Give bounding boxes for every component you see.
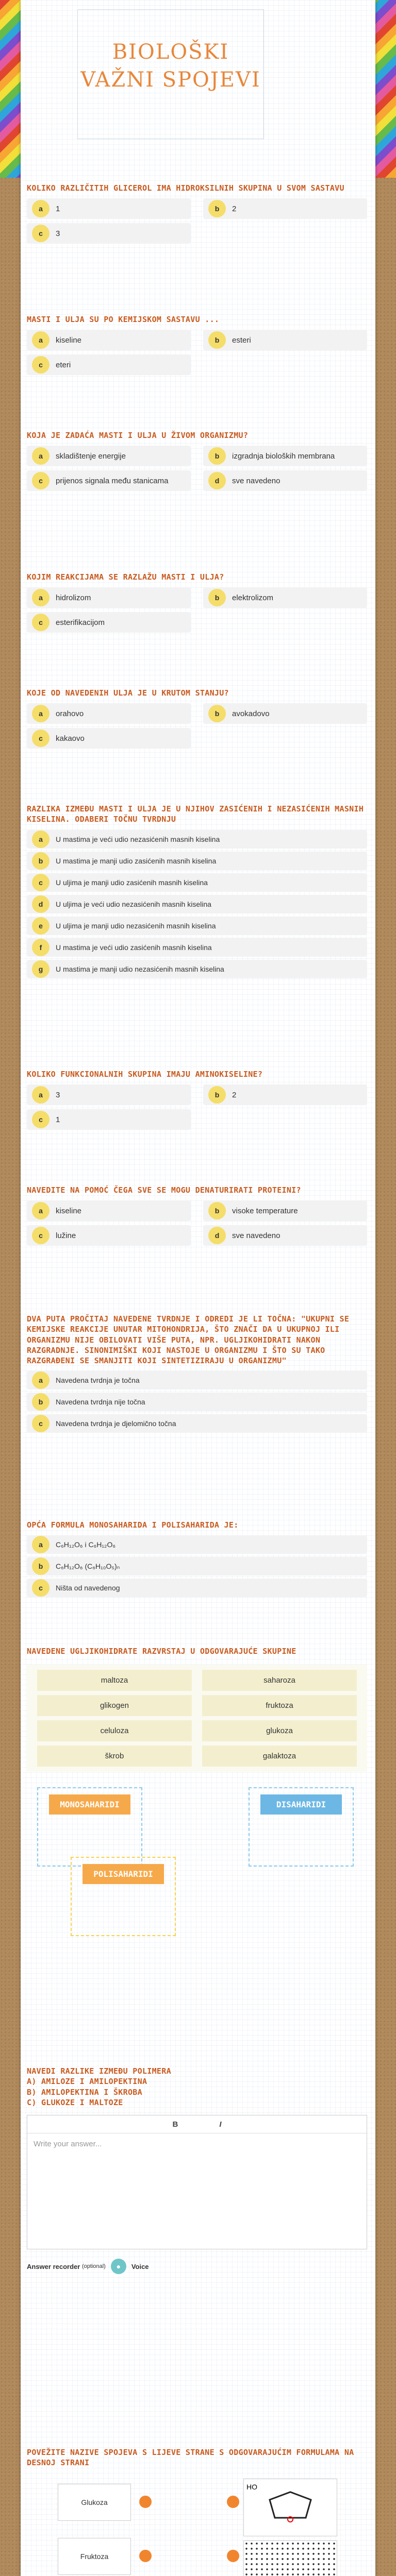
question-4: [27, 572, 367, 633]
option-b[interactable]: b Navedena tvrdnja nije točna: [27, 1393, 367, 1411]
question-9: [27, 1314, 367, 1433]
sort-chip[interactable]: fruktoza: [202, 1695, 357, 1716]
question-text: KOJE OD NAVEDENIH ULJA JE U KRUTOM STANJU?: [27, 688, 229, 698]
option-c[interactable]: c esterifikacijom: [27, 612, 191, 633]
match-connector[interactable]: [227, 2496, 239, 2508]
question-text: NAVEDITE NA POMOĆ ČEGA SVE SE MOGU DENATURIRATI PROTEINI?: [27, 1185, 301, 1195]
open-question: [27, 2066, 367, 2274]
question-text: OPĆA FORMULA MONOSAHARIDA I POLISAHARIDA JE:: [27, 1520, 239, 1530]
option-b[interactable]: b elektrolizom: [203, 587, 367, 608]
option-b[interactable]: b visoke temperature: [203, 1200, 367, 1221]
match-connector[interactable]: [139, 2550, 152, 2562]
question-1: [27, 183, 367, 244]
option-c[interactable]: c 1: [27, 1109, 191, 1130]
answer-recorder: Answer recorder (optional) ● Voice: [27, 2259, 367, 2274]
question-text: KOLIKO FUNKCIONALNIH SKUPINA IMAJU AMINOKISELINE?: [27, 1070, 263, 1079]
sort-items: [27, 1665, 367, 1772]
match-question: [27, 2447, 367, 2576]
question-3: [27, 430, 367, 491]
question-text: RAZLIKA IZMEĐU MASTI I ULJA JE U NJIHOV ZASIĆENIH I NEZASIĆENIH MASNIH KISELINA. ODABERI TOČNU TVRDNJU: [27, 804, 364, 824]
option-b[interactable]: b esteri: [203, 330, 367, 350]
option-f[interactable]: f U mastima je veći udio zasićenih masnih kiselina: [27, 938, 367, 957]
option-a[interactable]: a 1: [27, 198, 191, 219]
option-a[interactable]: a kiseline: [27, 1200, 191, 1221]
page-title: BIOLOŠKI VAŽNI SPOJEVI: [80, 40, 261, 92]
option-a[interactable]: a C₆H₁₂O₆ i C₆H₁₂O₆: [27, 1535, 367, 1554]
match-area: [27, 2479, 367, 2576]
option-e[interactable]: e U uljima je manji udio nezasićenih masnih kiselina: [27, 917, 367, 935]
option-b[interactable]: b C₆H₁₂O₆ (C₆H₁₀O₅)ₙ: [27, 1557, 367, 1575]
option-c[interactable]: c prijenos signala među stanicama: [27, 470, 191, 491]
answer-textbox: [27, 2115, 367, 2249]
option-c[interactable]: c eteri: [27, 354, 191, 375]
category-monosaharidi[interactable]: MONOSAHARIDI: [37, 1787, 142, 1867]
question-10: [27, 1520, 367, 1597]
formula-image: [243, 2540, 337, 2576]
question-text: POVEŽITE NAZIVE SPOJEVA S LIJEVE STRANE S ODGOVARAJUĆIM FORMULAMA NA DESNOJ STRANI: [27, 2448, 354, 2468]
option-g[interactable]: g U mastima je manji udio nezasićenih masnih kiselina: [27, 960, 367, 978]
option-a[interactable]: a orahovo: [27, 703, 191, 724]
question-text: KOJIM REAKCIJAMA SE RAZLAŽU MASTI I ULJA?: [27, 572, 224, 582]
bold-button[interactable]: B: [172, 2120, 178, 2129]
question-text: NAVEDI RAZLIKE IZMEĐU POLIMERA A) AMILOZE I AMILOPEKTINA B) AMILOPEKTINA I ŠKROBA C) GLUKOZE I MALTOZE: [27, 2066, 171, 2107]
sort-chip[interactable]: škrob: [37, 1745, 192, 1767]
option-c[interactable]: c kakaovo: [27, 728, 191, 749]
option-a[interactable]: a 3: [27, 1084, 191, 1105]
option-c[interactable]: c lužine: [27, 1225, 191, 1246]
question-text: MASTI I ULJA SU PO KEMIJSKOM SASTAVU ...: [27, 315, 220, 324]
option-a[interactable]: a hidrolizom: [27, 587, 191, 608]
question-text: DVA PUTA PROČITAJ NAVEDENE TVRDNJE I ODREDI JE LI TOČNA: "UKUPNI SE KEMIJSKE REAKCIJE UNUTAR MITOHONDRIJA, ŠTO ZNAČI DA U UKUPNOJ ILI ORGANIZMU NIJE OBILOVATI VIŠE PUTA, NPR. UGLJIKOHIDRATI NAKON RAZGRADNJE. SINONIMIŠKI KOJI NASTOJE U ORGANIZMU I ŠTO SU TAKO RAZGRAĐENI SE SMANJITI KOJI SINTETIZIRAJU U ORGANIZMU": [27, 1314, 350, 1365]
option-a[interactable]: a U mastima je veći udio nezasićenih masnih kiselina: [27, 830, 367, 849]
structure-formula-icon: [244, 2479, 336, 2535]
match-item: Fruktoza: [58, 2538, 131, 2575]
option-a[interactable]: a skladištenje energije: [27, 446, 191, 466]
worksheet: [21, 0, 375, 2576]
answer-input[interactable]: Write your answer...: [34, 2140, 102, 2148]
option-c[interactable]: c 3: [27, 223, 191, 244]
question-7: [27, 1069, 367, 1130]
sort-chip[interactable]: saharoza: [202, 1670, 357, 1691]
question-2: [27, 314, 367, 375]
sort-categories: [27, 1787, 367, 1931]
title-box: [77, 9, 264, 139]
text-toolbar: [27, 2115, 367, 2133]
option-a[interactable]: a Navedena tvrdnja je točna: [27, 1371, 367, 1389]
question-text: KOLIKO RAZLIČITIH GLICEROL IMA HIDROKSILNIH SKUPINA U SVOM SASTAVU: [27, 183, 344, 193]
match-connector[interactable]: [139, 2496, 152, 2508]
formula-image: [243, 2479, 337, 2536]
question-8: [27, 1185, 367, 1246]
option-d[interactable]: d U uljima je veći udio nezasićenih masnih kiselina: [27, 895, 367, 913]
option-c[interactable]: c Ništa od navedenog: [27, 1579, 367, 1597]
sort-question: [27, 1646, 367, 1931]
sort-chip[interactable]: glukoza: [202, 1720, 357, 1741]
option-b[interactable]: b U mastima je manji udio zasićenih masnih kiselina: [27, 852, 367, 870]
option-b[interactable]: b izgradnja bioloških membrana: [203, 446, 367, 466]
sort-chip[interactable]: celuloza: [37, 1720, 192, 1741]
question-text: NAVEDENE UGLJIKOHIDRATE RAZVRSTAJ U ODGOVARAJUĆE SKUPINE: [27, 1647, 296, 1656]
sort-chip[interactable]: glikogen: [37, 1695, 192, 1716]
option-d[interactable]: d sve navedeno: [203, 1225, 367, 1246]
category-polisaharidi[interactable]: POLISAHARIDI: [71, 1857, 176, 1936]
match-item: Glukoza: [58, 2484, 131, 2521]
option-b[interactable]: b 2: [203, 198, 367, 219]
option-b[interactable]: b 2: [203, 1084, 367, 1105]
italic-button[interactable]: I: [219, 2120, 222, 2129]
option-c[interactable]: c U uljima je manji udio zasićenih masnih kiselina: [27, 873, 367, 892]
svg-text:HO: HO: [246, 2482, 257, 2491]
question-text: KOJA JE ZADAĆA MASTI I ULJA U ŽIVOM ORGANIZMU?: [27, 431, 249, 440]
question-5: [27, 688, 367, 749]
sort-chip[interactable]: galaktoza: [202, 1745, 357, 1767]
match-connector[interactable]: [227, 2550, 239, 2562]
category-disaharidi[interactable]: DISAHARIDI: [249, 1787, 354, 1867]
microphone-icon[interactable]: ●: [111, 2259, 126, 2274]
question-6: [27, 804, 367, 978]
option-b[interactable]: b avokadovo: [203, 703, 367, 724]
option-d[interactable]: d sve navedeno: [203, 470, 367, 491]
option-c[interactable]: c Navedena tvrdnja je djelomično točna: [27, 1414, 367, 1433]
sort-chip[interactable]: maltoza: [37, 1670, 192, 1691]
option-a[interactable]: a kiseline: [27, 330, 191, 350]
